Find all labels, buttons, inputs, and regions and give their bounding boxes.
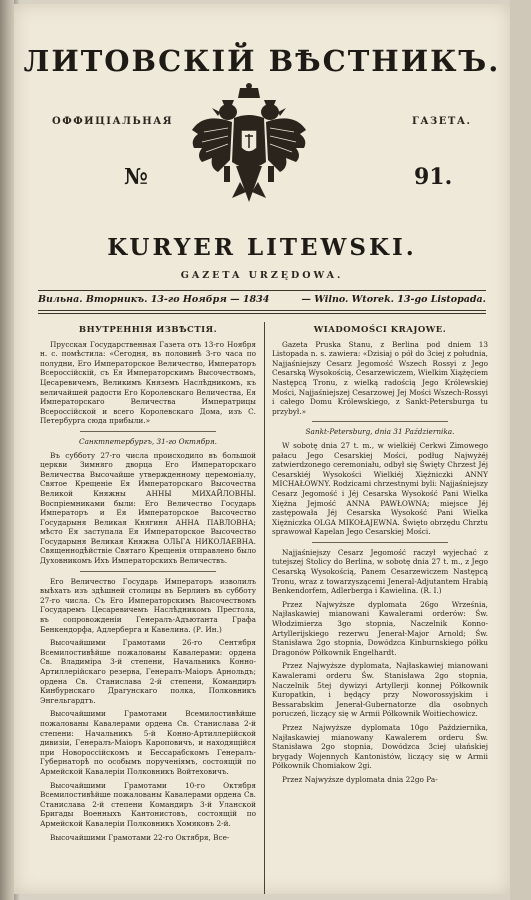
article-paragraph: W sobotę dnia 27 t. m., w wielkiéj Cerkwi Zimowego pałacu Jego Cesarskiej Mości, podług Najwyżéj zatwierdzonego ceremoniału, odbył się Święty Chrzest Jéj Cesarskiéj Wysokości Wielkiéj Xiężniczki ANNY MICHAŁOWNY. Rodzicami chrzestnymi byli: Najjaśniejszy Cesarz Jegomość i Jéj Cesarska Wysokość Pani Wielka Xiężna Jejmość ANNA PAWŁOWNA; miejsce Jéj zastępowała Jéj Cesarska Wysokość Pani Wielka Xiężniczka OLGA MIKOŁAJEWNA. Święto obrzędu Chrztu sprawował Kapelan Jego Cesarskiej Mości. bbox=[272, 440, 489, 537]
masthead-subtitle-pl: GAZETA URZĘDOWA. bbox=[180, 270, 344, 281]
issue-number-label: № bbox=[124, 164, 148, 190]
masthead-title-pl: KURYER LITEWSKI. bbox=[107, 234, 417, 261]
dateline-rule-bottom bbox=[38, 310, 486, 311]
article-paragraph: Высочайшими Грамотами Всемилостивѣйше пожалованы Кавалерами ордена Св. Станислава 2-й степени: Начальникъ 5-й Конно-Артиллерійской дивизіи, Генералъ-Маіоръ Кароповичъ, и находящійся при Новороссійскомъ и Бессарабскомъ Генералъ-Губернаторѣ по особымъ порученіямъ, состоящій по Армейской Кавалеріи Полковникъ Войтеховичъ. bbox=[40, 709, 256, 776]
page-edge bbox=[510, 0, 531, 900]
article-paragraph: Przez Najwyższe dyplomata, Najłaskawiej mianowani Kawalerami orderu Św. Stanisława 2go stopnia, Naczelnik 5tej dywizyi Artyllerji konnej Półkownik Kuropatkin, i będący przy Noworossyjskim i Bessarabskim Jenerał-Gubernatorze dla osobnych poruczeń, liczący się w Armii Półkownik Woitiechowicz. bbox=[272, 661, 488, 719]
article-separator bbox=[80, 571, 216, 572]
article-paragraph: Przez Najwyższe dyplomata 26go Września, Najłaskawiej mianowani Kawalerami orderów: Św. Włodzimierza 3go stopnia, Naczelnik Konno-Artyllerijskiego rezerwu Jenerał-Major Arnold; Św. Stanisława 2go stopnia, Dowódzca Kinburnskiego półku Dragonów Półkownik Engelhardt. bbox=[272, 599, 488, 657]
article-paragraph: Высочайшими Грамотами 26-го Сентября Всемилостивѣйше пожалованы Кавалерами: ордена Св. Владиміра 3-й степени, Начальникъ Конно-Артиллерійскаго резерва, Генералъ-Маіоръ Арнольдъ; ордена Св. Станислава 2-й степени, Командиръ Кинбурнскаго Драгунскаго полка, Полковникъ Энгельгардтъ. bbox=[40, 638, 256, 705]
gazette-label: ГАЗЕТА. bbox=[412, 116, 472, 127]
article-paragraph: Въ субботу 27-го числа происходило въ большой церкви Зимняго дворца Его Императорскаго Величества Высочайше утвержденному церемоніалу, Святое Крещеніе Ея Императорскаго Высочества Великой Княжны АННЫ МИХАЙЛОВНЫ. Воспріемниками были: Его Величество Государь Императоръ и Ея Императорское Высочество Государыня Великая Княгиня АННА ПАВЛОВНА; мѣсто Ея заступала Ея Императорское Высочество Государыня Великая Княжна ОЛЬГА НИКОЛАЕВНА. Священнодѣйствіе Святаго Крещенія отправлено было Духовникомъ Ихъ Императорскихъ Величествъ. bbox=[40, 450, 256, 566]
dateline-ru: Вильна. Вторникъ. 13-го Ноября — 1834 bbox=[38, 294, 270, 305]
book-binding bbox=[0, 0, 14, 900]
dateline-pl: — Wilno. Wtorek. 13-go Listopada. bbox=[301, 294, 486, 305]
article-separator bbox=[80, 431, 216, 432]
column-divider bbox=[264, 322, 265, 894]
article-paragraph: Gazeta Pruska Stanu, z Berlina pod dniem 13 Listopada n. s. zawiera: «Dzisiaj o pół do 3ciej z południa, Najjaśniejszy Cesarz Jegomość Wszech Rossyi z Jego Cesarską Wysokością, Cesarzewiczem, Wielkim Xiążęciem Następcą Tronu, z wielką radością Jego Królewskiej Mości, Najjaśniejszej Cesarzowej Jej Mości Wszech-Rossyi i całego Domu Królewskiego, z Sankt-Petersburga tu przybył.» bbox=[272, 339, 488, 416]
article-separator bbox=[312, 421, 448, 422]
article-paragraph: Прусская Государственная Газета отъ 13-го Ноября н. с. помѣстила: «Сегодня, въ половинѣ 3-го часа по полудни, Его Императорское Величество, Императоръ Всероссійскій, съ Ея Императорскимъ Высочествомъ, Цесаревичемъ, Великимъ Княземъ Наслѣдникомъ, къ величайшей радости Его Королевскаго Величества, Ея Императорскаго Величества Императрицы Всероссійской и всего Королевскаго Дома, изъ С. Петербурга сюда прибыли.» bbox=[40, 339, 256, 426]
column-russian bbox=[40, 322, 256, 846]
article-paragraph: Высочайшими Грамотами 22-го Октября, Все- bbox=[50, 832, 230, 842]
article-paragraph: Przez Najwyższe dyplomata 10go Października, Najłaskawiej mianowany Kawalerem orderu Św. Stanisława 2go stopnia, Dowódzca 3ciej ułańskiej brygady Wojennych Kantonistów, liczący się w Armii Półkownik Chomiakow 2gi. bbox=[272, 722, 488, 771]
article-paragraph: Его Величество Государь Императоръ изволилъ выѣхать изъ здѣшней столицы въ Берлинъ въ субботу 27-го числа. Съ Его Императорскимъ Высочествомъ Государемъ Цесаревичемъ Наслѣдникомъ Престола, въ сопровожденіи Генералъ-Адъютанта Графа Бенкендорфа, Адлерберга и Кавелина. (Р. Ин.) bbox=[40, 576, 256, 634]
article-paragraph: Najjaśniejszy Cesarz Jegomość raczył wyjechać z tutejszej Stolicy do Berlina, w sobotę dnia 27 t. m., z Jego Cesarską Wysokością, Panem Cesarzewiczem Następcą Tronu, wraz z towarzyszącemi Jeneral-Adjutantem Hrabią Benkendorfem, Adlerberga i Kawielina. (R. I.) bbox=[272, 547, 488, 596]
section-heading-pl: WIADOMOŚCI KRAJOWE. bbox=[313, 325, 447, 335]
issue-number: 91. bbox=[414, 164, 453, 190]
double-headed-eagle-icon bbox=[184, 82, 314, 212]
section-heading-ru: ВНУТРЕННІЯ ИЗВѢСТІЯ. bbox=[78, 325, 218, 335]
article-dateline: Санктпетербургъ, 31-го Октября. bbox=[78, 436, 217, 446]
masthead-title-ru: ЛИТОВСКІЙ ВѢСТНИКЪ. bbox=[23, 44, 501, 78]
dateline-rule-bottom-double bbox=[38, 313, 486, 314]
article-separator bbox=[312, 542, 448, 543]
article-paragraph: Przez Najwyższe dyplomata dnia 22go Pa- bbox=[282, 774, 438, 784]
column-polish bbox=[272, 322, 488, 789]
article-dateline: Sankt-Petersburg, dnia 31 Października. bbox=[305, 427, 455, 437]
official-label: ОФФИЦІАЛЬНАЯ bbox=[52, 116, 174, 127]
dateline bbox=[38, 294, 486, 305]
article-paragraph: Высочайшими Грамотами 10-го Октября Всемилостивѣйше пожалованы Кавалерами ордена Св. Станислава 2-й степени Командиръ 3-й Уланской Бригады Военныхъ Кантонистовъ, состоящій по Армейской Кавалеріи Полковникъ Хомяковъ 2-й. bbox=[40, 780, 256, 828]
dateline-rule-top bbox=[38, 290, 486, 291]
newspaper-page bbox=[14, 4, 510, 894]
